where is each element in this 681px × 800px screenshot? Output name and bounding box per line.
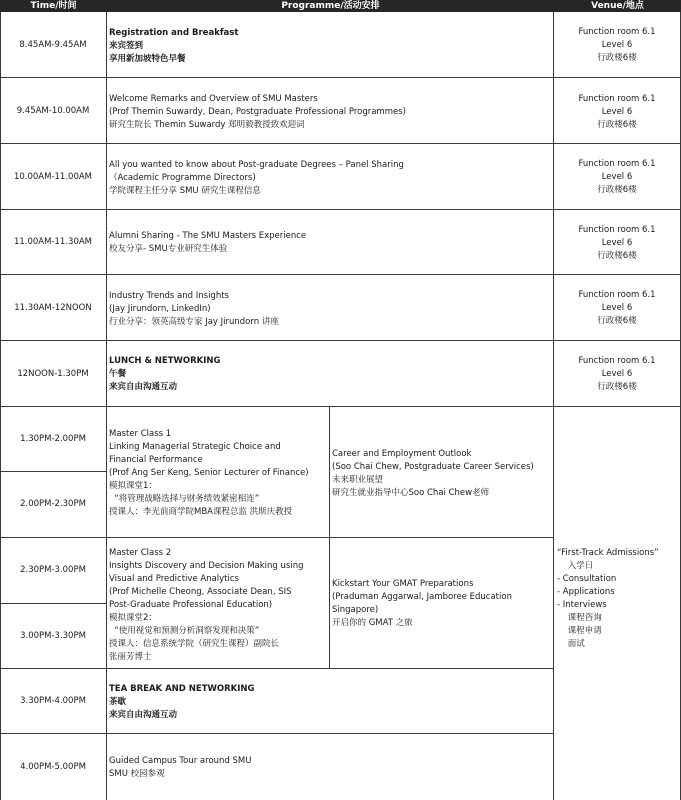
master-class-1-line: Linking Managerial Strategic Choice and bbox=[109, 442, 281, 452]
venue-room: Function room 6.1 bbox=[578, 225, 656, 235]
row-divider bbox=[0, 406, 681, 407]
career-outlook-title: Career and Employment Outlook bbox=[332, 449, 472, 459]
tea-break-line: 茶歇 bbox=[109, 697, 127, 707]
programme-title: Alumni Sharing - The SMU Masters Experience bbox=[109, 231, 307, 241]
time-slot: 4.00PM-5.00PM bbox=[20, 762, 86, 772]
venue-floor: 行政楼6楼 bbox=[597, 251, 637, 261]
programme-title: All you wanted to know about Post-graduate Degrees – Panel Sharing bbox=[109, 160, 404, 170]
time-slot: 10.00AM-11.00AM bbox=[13, 172, 93, 182]
venue-level: Level 6 bbox=[601, 238, 633, 248]
time-slot: 8.45AM-9.45AM bbox=[19, 40, 87, 50]
venue-room: Function room 6.1 bbox=[578, 159, 656, 169]
master-class-1-line: Financial Performance bbox=[109, 455, 203, 465]
programme-title: Registration and Breakfast bbox=[109, 28, 239, 38]
row-divider bbox=[0, 77, 681, 78]
venue-level: Level 6 bbox=[601, 303, 633, 313]
career-outlook-line: (Soo Chai Chew, Postgraduate Career Services) bbox=[332, 462, 534, 472]
programme-line: 行业分享：领英高级专家 Jay Jirundorn 讲座 bbox=[109, 317, 279, 327]
career-outlook-line: 研究生就业指导中心Soo Chai Chew老师 bbox=[332, 488, 490, 498]
time-slot: 3.00PM-3.30PM bbox=[20, 631, 86, 641]
master-class-1-line: “将管理战略选择与财务绩效紧密相连” bbox=[109, 494, 260, 504]
programme-line: 校友分享- SMU专业研究生体验 bbox=[109, 244, 228, 254]
row-divider bbox=[0, 209, 681, 210]
master-class-1-line: 授课人：李光前商学院MBA课程总监 洪斯庆教授 bbox=[109, 507, 293, 517]
programme-title: LUNCH & NETWORKING bbox=[109, 356, 221, 366]
programme-title: Industry Trends and Insights bbox=[109, 291, 229, 301]
gmat-line: (Praduman Aggarwal, Jamboree Education bbox=[332, 592, 512, 602]
gmat-line: Singapore) bbox=[332, 605, 379, 615]
time-slot: 11.30AM-12NOON bbox=[14, 303, 92, 313]
programme-line: (Jay Jirundorn, LinkedIn) bbox=[109, 304, 211, 314]
programme-line: 午餐 bbox=[109, 369, 127, 379]
venue-room: Function room 6.1 bbox=[578, 290, 656, 300]
venue-floor: 行政楼6楼 bbox=[597, 120, 637, 130]
venue-level: Level 6 bbox=[601, 40, 633, 50]
time-slot: 2.00PM-2.30PM bbox=[20, 499, 86, 509]
programme-line: 学院课程主任分享 SMU 研究生课程信息 bbox=[109, 186, 261, 196]
tea-break-line: 来宾自由沟通互动 bbox=[109, 710, 178, 720]
time-slot: 3.30PM-4.00PM bbox=[20, 696, 86, 706]
row-divider bbox=[0, 143, 681, 144]
master-class-1-line: (Prof Ang Ser Keng, Senior Lecturer of Finance) bbox=[109, 468, 309, 478]
programme-line: 研究生院长 Themin Suwardy 郑明毅教授致欢迎词 bbox=[109, 120, 305, 130]
first-track-line: 入学日 bbox=[557, 561, 594, 571]
first-track-line: - Applications bbox=[557, 587, 615, 597]
time-slot: 12NOON-1.30PM bbox=[17, 369, 89, 379]
master-class-2-line: Post-Graduate Professional Education) bbox=[109, 600, 273, 610]
master-class-1-title: Master Class 1 bbox=[109, 429, 172, 439]
programme-line: 来宾签到 bbox=[109, 41, 144, 51]
row-divider bbox=[0, 537, 554, 538]
programme-line: 享用新加坡特色早餐 bbox=[109, 54, 186, 64]
programme-line: 来宾自由沟通互动 bbox=[109, 382, 178, 392]
tea-break-title: TEA BREAK AND NETWORKING bbox=[109, 684, 255, 694]
programme-line: (Prof Themin Suwardy, Dean, Postgraduate Professional Programmes) bbox=[109, 107, 406, 117]
first-track-line: 课程咨询 bbox=[557, 613, 602, 623]
venue-room: Function room 6.1 bbox=[578, 356, 656, 366]
venue-level: Level 6 bbox=[601, 107, 633, 117]
row-divider bbox=[0, 340, 681, 341]
gmat-line: 开启你的 GMAT 之旅 bbox=[332, 618, 413, 628]
venue-floor: 行政楼6楼 bbox=[597, 316, 637, 326]
venue-floor: 行政楼6楼 bbox=[597, 53, 637, 63]
row-divider bbox=[0, 471, 107, 472]
master-class-2-line: 张丽芳博士 bbox=[109, 652, 152, 662]
venue-room: Function room 6.1 bbox=[578, 94, 656, 104]
programme-title: Welcome Remarks and Overview of SMU Masters bbox=[109, 94, 318, 104]
time-slot: 9.45AM-10.00AM bbox=[16, 106, 90, 116]
master-class-1-line: 模拟课堂1： bbox=[109, 481, 157, 491]
venue-floor: 行政楼6楼 bbox=[597, 185, 637, 195]
time-column-header: Time/时间 bbox=[0, 0, 107, 12]
master-class-2-line: Visual and Predictive Analytics bbox=[109, 574, 239, 584]
master-class-2-line: 模拟课堂2： bbox=[109, 613, 157, 623]
venue-level: Level 6 bbox=[601, 172, 633, 182]
first-track-line: 课程申请 bbox=[557, 626, 602, 636]
master-class-2-line: “使用视觉和预测分析洞察发现和决策” bbox=[109, 626, 260, 636]
first-track-line: - Interviews bbox=[557, 600, 607, 610]
campus-tour-line: SMU 校园参观 bbox=[109, 769, 165, 779]
time-slot: 1.30PM-2.00PM bbox=[20, 434, 86, 444]
programme-line: （Academic Programme Directors) bbox=[109, 173, 256, 183]
row-divider bbox=[0, 603, 107, 604]
venue-level: Level 6 bbox=[601, 369, 633, 379]
programme-column-header: Programme/活动安排 bbox=[107, 0, 554, 12]
campus-tour-title: Guided Campus Tour around SMU bbox=[109, 756, 252, 766]
master-class-2-line: 授课人：信息系统学院（研究生课程）副院长 bbox=[109, 639, 280, 649]
first-track-title: “First-Track Admissions” bbox=[557, 548, 659, 558]
time-slot: 11.00AM-11.30AM bbox=[13, 237, 93, 247]
gmat-title: Kickstart Your GMAT Preparations bbox=[332, 579, 474, 589]
venue-floor: 行政楼6楼 bbox=[597, 382, 637, 392]
row-divider bbox=[0, 668, 554, 669]
career-outlook-line: 未来职业展望 bbox=[332, 475, 384, 485]
first-track-line: 面试 bbox=[557, 639, 585, 649]
row-divider bbox=[0, 733, 554, 734]
master-class-2-line: (Prof Michelle Cheong, Associate Dean, SIS bbox=[109, 587, 292, 597]
venue-column-header: Venue/地点 bbox=[554, 0, 681, 12]
venue-room: Function room 6.1 bbox=[578, 27, 656, 37]
master-class-2-title: Master Class 2 bbox=[109, 548, 172, 558]
first-track-line: - Consultation bbox=[557, 574, 617, 584]
row-divider bbox=[0, 274, 681, 275]
time-slot: 2.30PM-3.00PM bbox=[20, 565, 86, 575]
master-class-2-line: Insights Discovery and Decision Making using bbox=[109, 561, 304, 571]
